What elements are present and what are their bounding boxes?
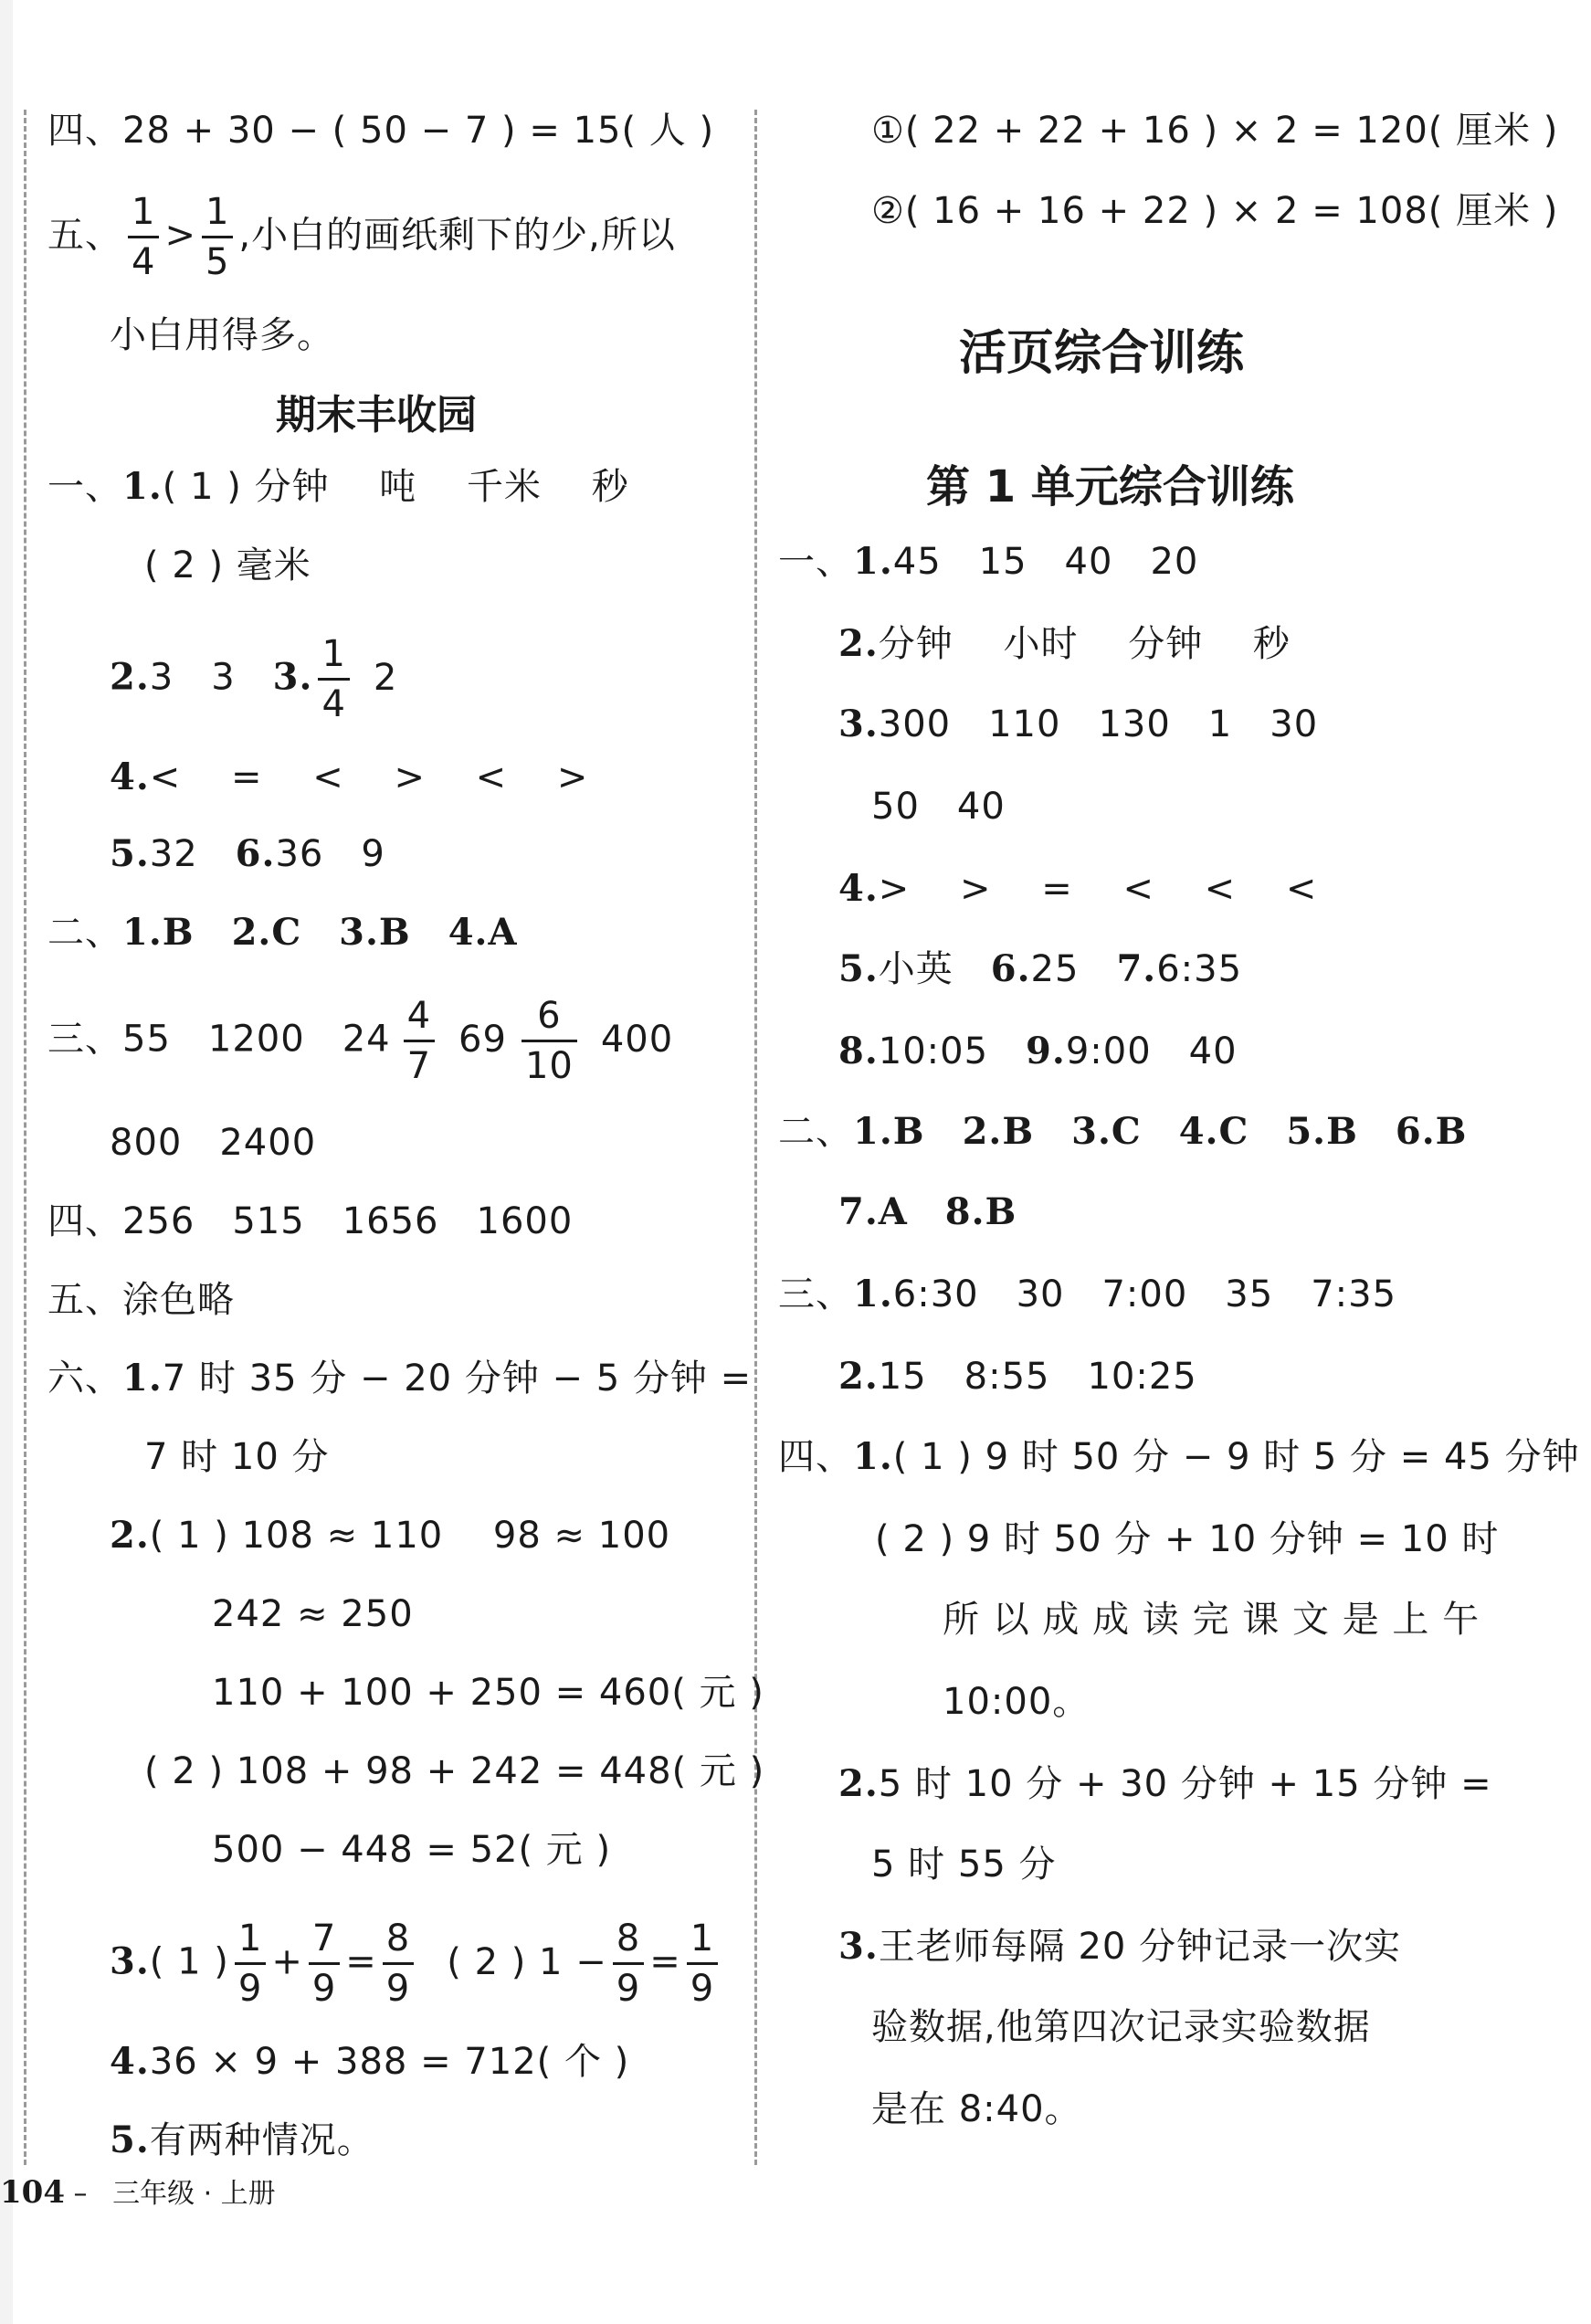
operator: = [345,1940,377,1983]
fraction [128,188,159,286]
answer-line [778,1272,1396,1317]
answer-line: 5 时 55 分 [871,1843,1057,1886]
answer-line [110,2039,629,2085]
answer-text: > > = < < < [878,868,1318,910]
section-label: 五、 [47,214,122,257]
operator: = [649,1940,681,1983]
answer-line [838,866,1317,912]
answer-text: 69 [458,1018,507,1061]
denominator: 9 [616,1968,641,2010]
answer-line: 800 2400 [110,1122,317,1164]
answer-text: 300 110 130 1 30 [878,703,1319,745]
answer-line [110,1915,723,2012]
numerator: 6 [522,992,577,1042]
fraction [309,1915,340,2012]
answer-text: ,小白的画纸剩下的少,所以 [238,214,676,257]
question-number: 3. [838,1925,879,1968]
question-number: 4. [110,2040,150,2083]
denominator: 9 [237,1968,263,2010]
question-number: 2. [838,1355,879,1398]
answer-text: 7 时 35 分 − 20 分钟 − 5 分钟 = [162,1357,753,1400]
answer-text: ( 1 ) 分钟 吨 千米 秒 [162,466,629,508]
fraction [687,1915,718,2012]
denominator: 7 [406,1045,432,1087]
answer-line: ①( 22 + 22 + 16 ) × 2 = 120( 厘米 ) [871,110,1559,152]
fraction [318,630,349,728]
question-number: 1. [122,1357,163,1400]
answer-text: 6:35 [1156,948,1243,990]
fraction [613,1915,644,2012]
answer-line: 四、256 515 1656 1600 [47,1200,574,1242]
answer-line [110,2118,374,2163]
question-number: 5. [110,2118,150,2161]
numerator: 1 [128,188,159,238]
answer-text: 10:05 [878,1030,1027,1072]
answer-line [110,831,385,877]
answer-line [838,946,1242,992]
question-number: 3. [272,655,313,699]
answer-line [110,755,588,800]
answer-line: 四、28 + 30 − ( 50 − 7 ) = 15( 人 ) [47,110,715,152]
answer-line: 110 + 100 + 250 = 460( 元 ) [212,1672,764,1714]
answer-text: 有两种情况。 [149,2119,374,2161]
denominator: 9 [311,1968,337,2010]
section-heading: 活页综合训练 [959,326,1245,381]
answer-text: ( 1 ) 108 ≈ 110 98 ≈ 100 [149,1515,671,1557]
left-margin-rule [24,110,26,2165]
denominator: 5 [205,241,230,283]
denominator: 9 [385,1968,411,2010]
numerator: 1 [235,1915,266,1965]
section-label: 二、 [778,1111,853,1153]
question-number: 4. [110,755,150,798]
answer-line: ( 2 ) 108 + 98 + 242 = 448( 元 ) [144,1750,765,1792]
denominator: 4 [321,683,346,725]
answer-line: 验数据,他第四次记录实验数据 [871,2006,1371,2048]
numerator: 8 [613,1915,644,1965]
question-number: 3. [838,702,879,745]
answer-line [838,621,1291,667]
answer-line: 小白用得多。 [110,314,334,356]
answer-text: ( 1 ) 9 时 50 分 − 9 时 5 分 = 45 分钟 [892,1436,1580,1478]
answer-line [838,1761,1492,1807]
subsection-heading: 第 1 单元综合训练 [926,461,1294,512]
numerator: 7 [309,1915,340,1965]
answer-text: 36 9 [275,833,385,875]
answer-text: 小英 [878,948,991,990]
fraction [383,1915,414,2012]
numerator: 1 [318,630,349,681]
answer-text: 1.B 2.C 3.B 4.A [122,911,518,954]
answer-text: 36 × 9 + 388 = 712( 个 ) [149,2041,630,2083]
operator: > [164,214,196,257]
section-label: 三、 [778,1273,853,1315]
answer-text: 15 8:55 10:25 [878,1356,1197,1398]
question-number: 1. [853,1273,893,1315]
question-number: 1. [853,540,893,583]
page-edge [0,0,13,2324]
answer-line [838,1189,1017,1235]
question-number: 1. [122,465,163,508]
answer-line [838,1924,1401,1970]
page-footer [0,2171,276,2211]
section-label: 四、 [778,1436,853,1478]
question-number: 2. [838,622,879,665]
answer-text: 32 [149,833,236,875]
section-heading: 期末丰收园 [276,392,477,438]
fraction [522,992,577,1090]
answer-text: 3 3 [149,656,273,699]
question-number: 2. [838,1762,879,1805]
section-label: 二、 [47,912,122,954]
answer-line [778,1109,1467,1155]
answer-line [838,1354,1197,1400]
answer-line: 10:00。 [943,1681,1091,1723]
answer-text: 2 [373,656,398,699]
answer-text: 王老师每隔 20 分钟记录一次实 [878,1926,1402,1968]
answer-line [838,702,1318,747]
answer-line: 五、涂色略 [47,1279,235,1321]
answer-line [778,539,1198,585]
question-number: 6. [990,947,1031,990]
answer-line [47,464,629,510]
answer-line: ( 2 ) 9 时 50 分 + 10 分钟 = 10 时 [875,1518,1500,1560]
question-number: 5. [110,832,150,875]
fraction [202,188,233,286]
answer-line: ②( 16 + 16 + 22 ) × 2 = 108( 厘米 ) [871,190,1559,232]
answer-text: 7.A 8.B [838,1190,1017,1233]
operator: + [271,1940,303,1983]
answer-line: ( 2 ) 毫米 [144,544,311,586]
numerator: 8 [383,1915,414,1965]
answer-line [838,1029,1238,1074]
answer-line: 是在 8:40。 [871,2088,1082,2130]
question-number: 7. [1116,947,1157,990]
question-number: 9. [1026,1030,1066,1072]
answer-line: 所 以 成 成 读 完 课 文 是 上 午 [943,1599,1480,1641]
question-number: 4. [838,867,879,910]
grade-label: 三年级 · 上册 [112,2178,276,2210]
numerator: 1 [687,1915,718,1965]
answer-text: ( 2 ) 1 − [447,1940,607,1983]
answer-text: 5 时 10 分 + 30 分钟 + 15 分钟 = [878,1763,1492,1805]
answer-line [47,910,518,956]
answer-text: < = < > < > [149,756,589,798]
denominator: 10 [524,1045,574,1087]
fraction [404,992,435,1090]
answer-text: 45 15 40 20 [892,541,1199,583]
section-label: 六、 [47,1357,122,1400]
numerator: 4 [404,992,435,1042]
answer-text: 三、55 1200 24 [47,1018,391,1061]
question-number: 2. [110,655,150,699]
answer-line: 50 40 [871,786,1006,828]
answer-line [110,1513,670,1558]
denominator: 4 [132,241,156,283]
answer-line: 500 − 448 = 52( 元 ) [212,1829,612,1871]
question-number: 5. [838,947,879,990]
answer-text: 9:00 40 [1065,1030,1238,1072]
column-divider [754,110,757,2165]
answer-line [778,1434,1580,1480]
answer-text: ( 1 ) [149,1940,229,1983]
footer-dash: – [73,2178,88,2210]
section-label: 一、 [778,541,853,583]
question-number: 2. [110,1514,150,1557]
answer-text: 分钟 小时 分钟 秒 [878,623,1291,665]
fraction [235,1915,266,2012]
answer-line: 242 ≈ 250 [212,1593,414,1635]
question-number: 8. [838,1030,879,1072]
answer-line [47,992,673,1090]
answer-text: 400 [600,1018,674,1061]
denominator: 9 [690,1968,715,2010]
numerator: 1 [202,188,233,238]
answer-text: 6:30 30 7:00 35 7:35 [892,1273,1397,1315]
question-number: 3. [110,1939,150,1983]
answer-line [47,1356,752,1401]
answer-line [110,630,397,728]
answer-line [47,188,676,286]
answer-text: 1.B 2.B 3.C 4.C 5.B 6.B [853,1110,1468,1153]
section-label: 一、 [47,466,122,508]
answer-line: 7 时 10 分 [144,1436,330,1478]
page-number: 104 [0,2174,65,2211]
question-number: 6. [235,832,276,875]
answer-text: 25 [1030,948,1117,990]
question-number: 1. [853,1435,893,1478]
